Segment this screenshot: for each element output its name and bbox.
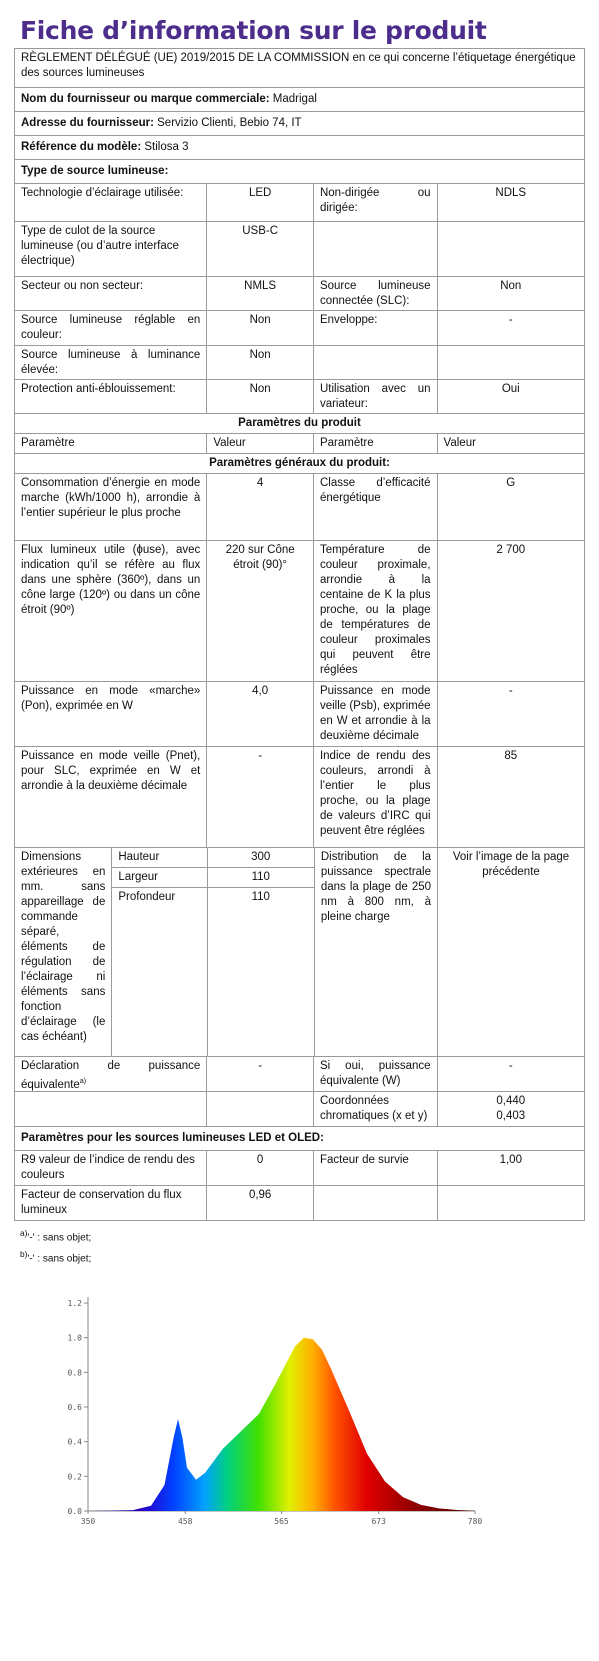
source-param: Source lumineuse à luminance élevée:	[15, 346, 207, 379]
column-header: Paramètre	[15, 434, 207, 453]
param-value: -	[207, 747, 314, 847]
x-tick-label: 350	[80, 1517, 96, 1526]
dimension-value: 110	[208, 868, 314, 888]
dimension-name: Largeur	[112, 868, 206, 888]
led-value: 1,00	[499, 1154, 522, 1166]
x-tick-label: 458	[177, 1517, 193, 1526]
address-row	[15, 112, 584, 136]
led-row	[15, 1186, 584, 1220]
led-row	[15, 1151, 584, 1186]
source-param: Protection anti-éblouissement:	[15, 380, 207, 413]
source-value: NMLS	[207, 277, 314, 310]
source-param: Source lumineuse connectée (SLC):	[314, 277, 438, 310]
footnote-marker: a)	[20, 1228, 28, 1238]
param-value: 4,0	[207, 682, 314, 746]
chromaticity-label: Coordonnées chromatiques (x et y)	[314, 1092, 438, 1126]
model-row	[15, 136, 584, 160]
param-value: 85	[504, 750, 518, 762]
led-param: R9 valeur de l’indice de rendu des couleurs	[15, 1151, 207, 1185]
source-row	[15, 311, 584, 346]
source-value: -	[508, 314, 513, 326]
param-label: Température de couleur proximale, arrondie à la centaine de K la plus proche, ou la plage de températures de couleur proximales qui peuvent être réglées	[314, 541, 438, 681]
source-value: LED	[207, 184, 314, 221]
source-param: Type de culot de la source lumineuse (ou d’autre interface électrique)	[15, 222, 207, 276]
source-param: Enveloppe:	[314, 311, 438, 345]
led-param	[314, 1186, 438, 1220]
chromaticity-y: 0,403	[496, 1110, 526, 1122]
source-value	[438, 346, 584, 379]
supplier-label: Nom du fournisseur ou marque commerciale:	[21, 93, 270, 105]
param-row	[15, 474, 584, 541]
column-header: Valeur	[443, 437, 476, 449]
param-label: Puissance en mode «marche» (Pon), exprimée en W	[15, 682, 207, 746]
source-param: Non-dirigée ou dirigée:	[314, 184, 438, 221]
info-table	[14, 48, 585, 1221]
param-label: Classe d’efficacité énergétique	[314, 474, 438, 540]
led-param: Facteur de survie	[314, 1151, 438, 1185]
source-param	[314, 346, 438, 379]
y-tick-label: 0.4	[67, 1437, 82, 1447]
param-label: Puissance en mode veille (Psb), exprimée en W et arrondie à la deuxième décimale	[314, 682, 438, 746]
supplier-row	[15, 88, 584, 112]
x-tick-label: 565	[274, 1517, 289, 1526]
source-row	[15, 184, 584, 222]
column-header: Paramètre	[314, 434, 438, 453]
param-row	[15, 541, 584, 682]
source-param: Source lumineuse réglable en couleur:	[15, 311, 207, 345]
source-value: Non	[207, 380, 314, 413]
dimension-name: Hauteur	[112, 848, 206, 868]
led-params-header	[15, 1127, 584, 1151]
footnote-text: '-' : sans objet;	[27, 1253, 92, 1265]
column-header-row	[15, 434, 584, 454]
param-value: -	[508, 685, 513, 697]
equivalent-power-label	[15, 1057, 207, 1091]
model-label: Référence du modèle:	[21, 141, 142, 153]
source-value: Non	[207, 311, 314, 345]
dimension-name: Profondeur	[118, 891, 176, 903]
chromaticity-row	[15, 1092, 584, 1127]
param-row	[15, 747, 584, 848]
empty-cell	[207, 1092, 314, 1126]
footnotes	[14, 1225, 585, 1268]
param-label: Consommation d’énergie en mode marche (kWh/1000 h), arrondie à l’entier supérieur le plus proche	[15, 474, 207, 540]
param-value: 220 sur Cône étroit (90)°	[207, 541, 314, 681]
spectrum-area	[88, 1338, 475, 1511]
dimension-names	[112, 848, 207, 1056]
source-type-header-text: Type de source lumineuse:	[21, 165, 169, 177]
y-tick-label: 0.8	[67, 1368, 82, 1378]
source-value	[438, 222, 584, 276]
dimension-value: 300	[208, 848, 314, 868]
led-param: Facteur de conservation du flux lumineux	[15, 1186, 207, 1220]
equivalent-power-value: -	[207, 1057, 314, 1091]
equivalent-power-row	[15, 1057, 584, 1092]
supplier-value: Madrigal	[272, 93, 317, 105]
source-row	[15, 380, 584, 414]
led-value	[438, 1186, 584, 1220]
param-label: Flux lumineux utile (ɸuse), avec indication qu’il se réfère au flux dans une sphère (360º), dans un cône large (120º) ou dans un cône étroit (90º)	[15, 541, 207, 681]
regulation-text: RÈGLEMENT DÉLÉGUÉ (UE) 2019/2015 DE LA COMMISSION en ce qui concerne l’étiquetage énergétique des sources lumineuses	[15, 49, 584, 88]
led-params-header-text: Paramètres pour les sources lumineuses LED et OLED:	[21, 1132, 324, 1144]
dimension-values	[208, 848, 315, 1056]
source-value: Non	[500, 280, 522, 292]
footnote-marker: b)	[20, 1249, 28, 1260]
param-value: G	[506, 477, 516, 489]
source-value: USB-C	[207, 222, 314, 276]
dimension-value: 110	[251, 891, 270, 903]
x-tick-label: 780	[467, 1517, 483, 1526]
source-value: NDLS	[495, 187, 527, 199]
equivalent-power-yes-value: -	[508, 1060, 513, 1072]
spectral-distribution-value: Voir l’image de la page précédente	[452, 851, 570, 878]
footnote-marker: a)	[79, 1078, 87, 1085]
model-value: Stilosa 3	[144, 141, 189, 153]
source-value: Oui	[501, 383, 520, 395]
param-value: 2 700	[496, 544, 526, 556]
source-row	[15, 346, 584, 380]
param-label: Puissance en mode veille (Pnet), pour SLC, exprimée en W et arrondie à la deuxième décimale	[15, 747, 207, 847]
dimensions-row	[15, 848, 584, 1057]
footnote	[20, 1225, 585, 1246]
y-tick-label: 0.6	[67, 1403, 82, 1412]
source-row	[15, 277, 584, 311]
y-tick-label: 1.0	[67, 1333, 82, 1343]
product-params-header: Paramètres du produit	[15, 414, 584, 434]
y-tick-label: 0.2	[67, 1472, 82, 1482]
y-tick-label: 0.0	[67, 1507, 82, 1516]
param-label: Indice de rendu des couleurs, arrondi à l’entier le plus proche, ou la plage de valeurs d’IRC qui peuvent être réglées	[314, 747, 438, 847]
led-value: 0,96	[207, 1186, 314, 1220]
equivalent-power-yes-label: Si oui, puissance équivalente (W)	[314, 1057, 438, 1091]
address-value: Servizio Clienti, Bebio 74, IT	[157, 117, 302, 129]
param-row	[15, 682, 584, 747]
dimensions-label: Dimensions extérieures en mm. sans appareillage de commande séparé, éléments de régulation de l’éclairage ni éléments sans fonction d’éclairage (le cas échéant)	[15, 848, 112, 1056]
param-value: 4	[207, 474, 314, 540]
product-sheet	[14, 14, 585, 1268]
equivalent-power-text: Déclaration de puissance équivalente	[21, 1060, 201, 1091]
source-type-header	[15, 160, 584, 184]
address-label: Adresse du fournisseur:	[21, 117, 154, 129]
chromaticity-x: 0,440	[496, 1095, 526, 1107]
source-row	[15, 222, 584, 277]
chromaticity-values	[438, 1092, 584, 1126]
spectral-chart	[50, 1285, 500, 1545]
source-value: Non	[207, 346, 314, 379]
column-header: Valeur	[207, 434, 314, 453]
footnote	[20, 1246, 585, 1267]
source-param: Secteur ou non secteur:	[15, 277, 207, 310]
empty-cell	[15, 1092, 207, 1126]
footnote-text: '-' : sans objet;	[27, 1232, 92, 1244]
y-tick-label: 1.2	[67, 1299, 82, 1308]
source-param: Utilisation avec un variateur:	[314, 380, 438, 413]
general-params-header: Paramètres généraux du produit:	[15, 454, 584, 474]
x-tick-label: 673	[371, 1517, 386, 1526]
led-value: 0	[207, 1151, 314, 1185]
spectral-distribution-label: Distribution de la puissance spectrale dans la plage de 250 nm à 800 nm, à pleine charge	[315, 848, 438, 1056]
page-title: Fiche d’information sur le produit	[20, 16, 487, 45]
source-param: Technologie d’éclairage utilisée:	[15, 184, 207, 221]
source-param	[314, 222, 438, 276]
